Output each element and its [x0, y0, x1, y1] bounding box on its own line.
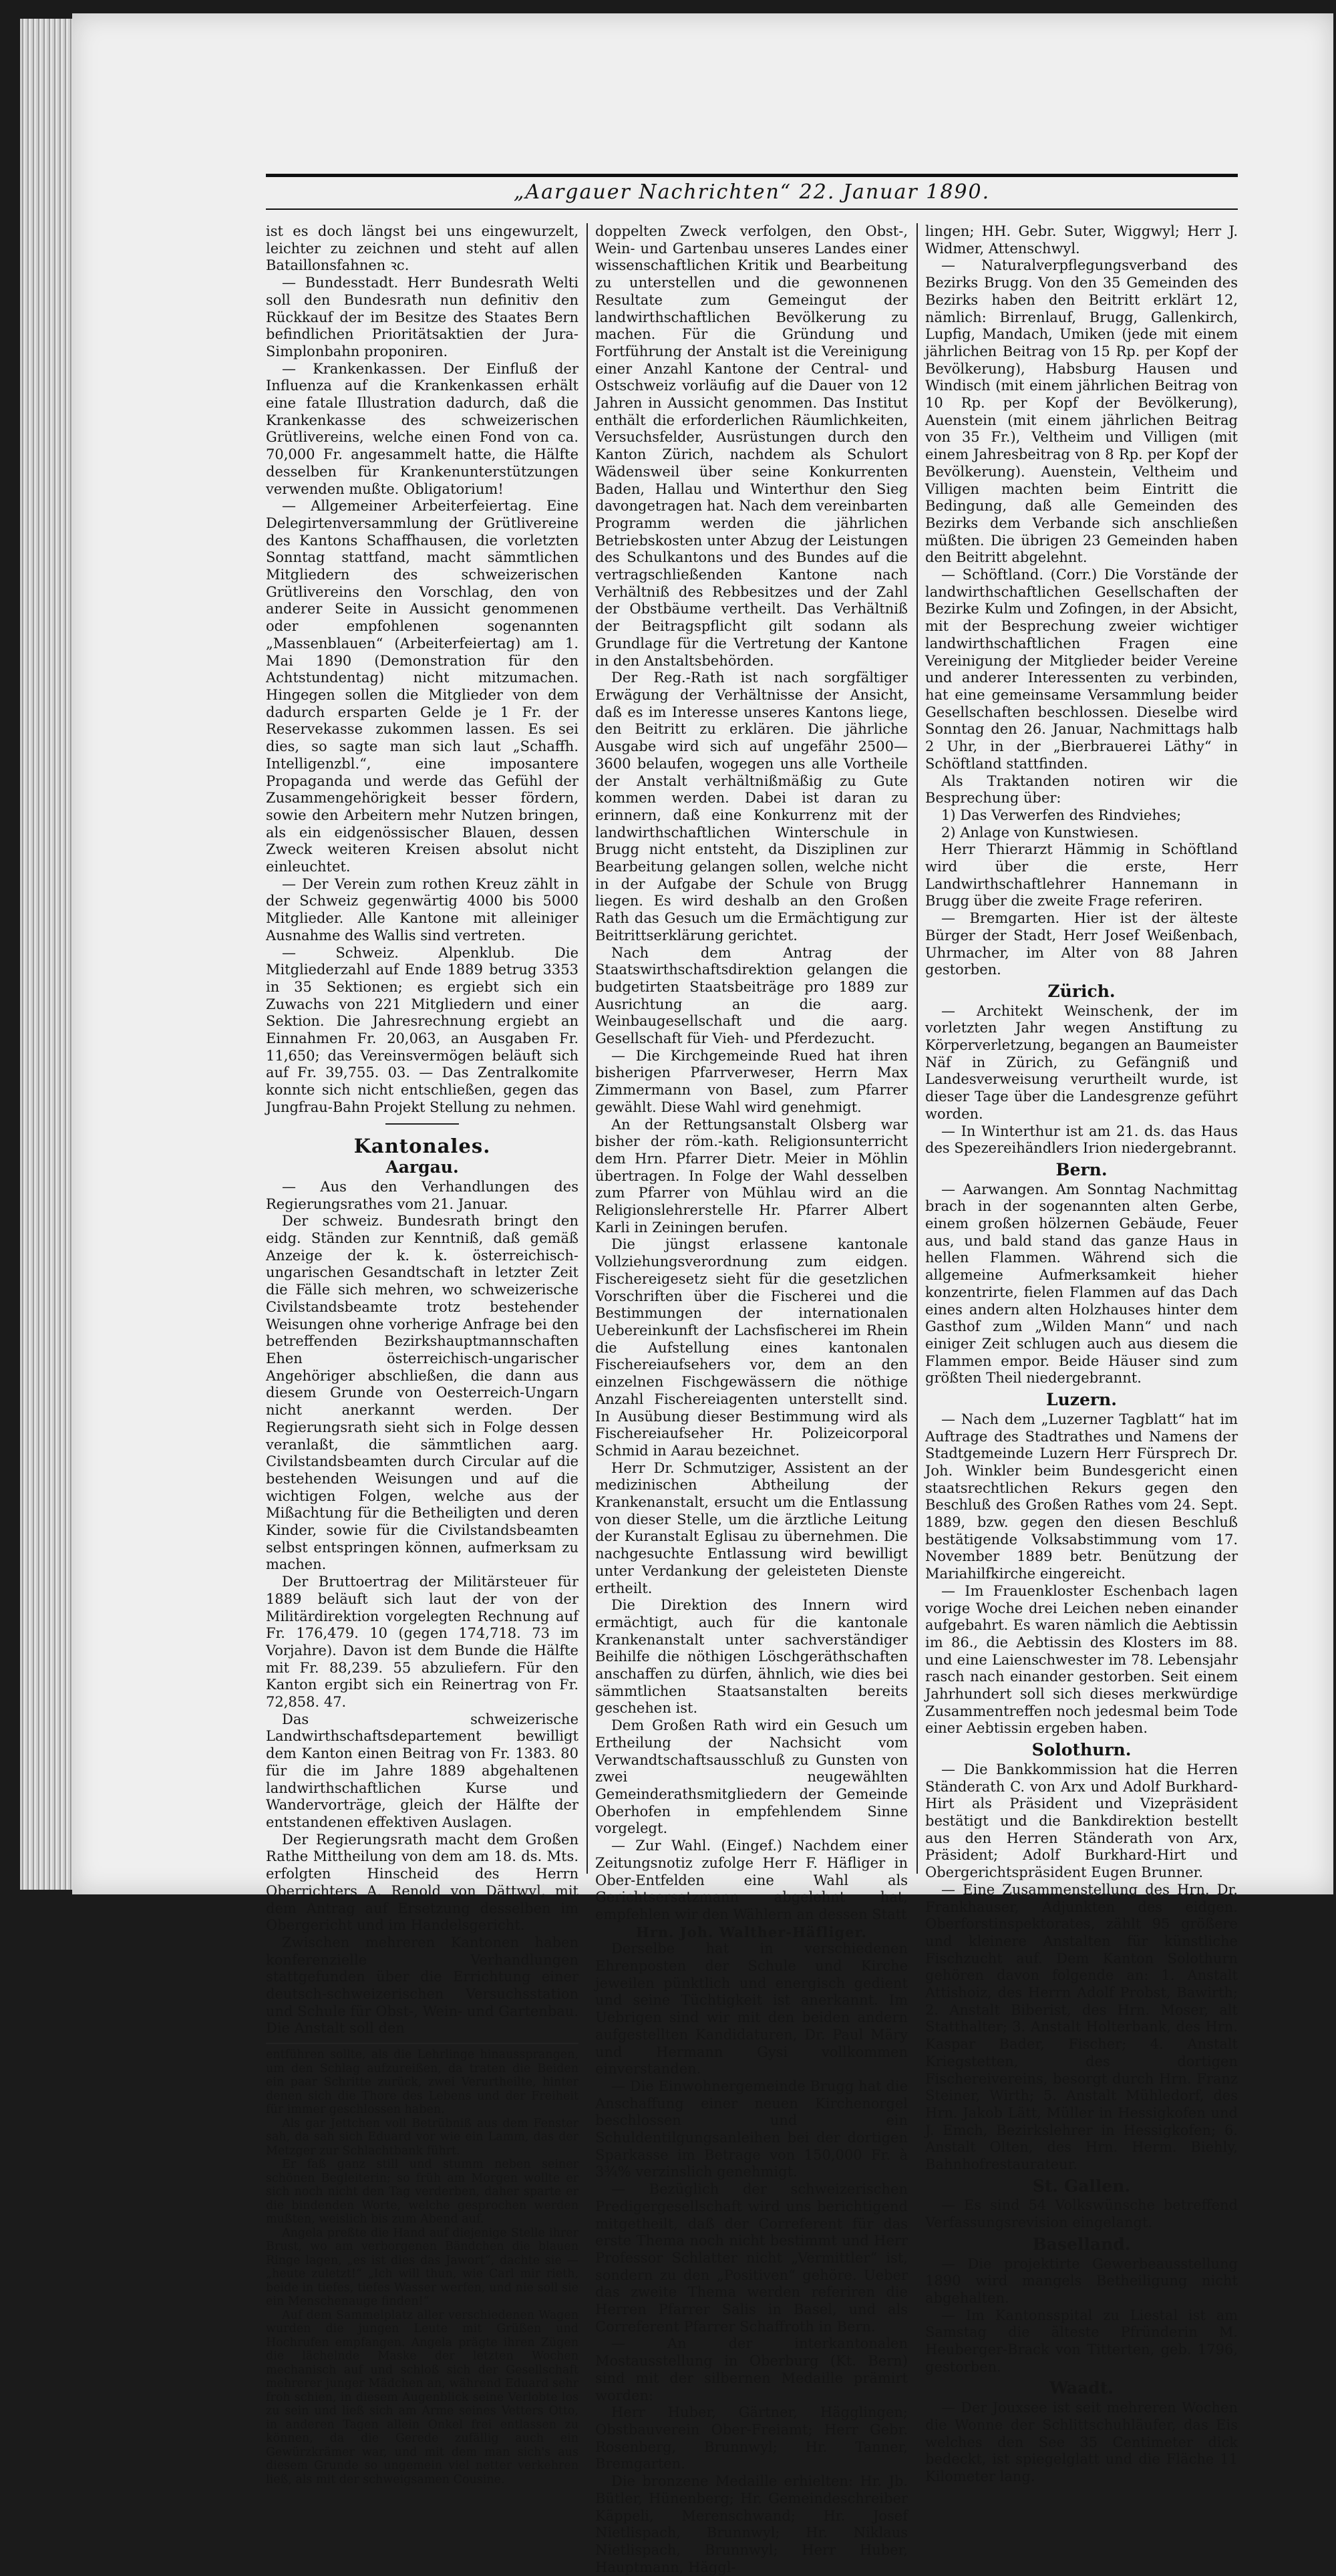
feuilleton-paragraph: Angela preßte die Hand auf diejenige Stelle ihrer Brust, wo am verborgenen Bändchen die blauen Ringe lagen, „es ist dies das Jawort“, dachte sie — „heute zuletzt!“ „Ich will thun, wie Carl mir rieth, beide in tiefes, tiefes Wasser werfen, und nie soll sie ein Menschenauge finden!“: [266, 2226, 578, 2309]
paragraph: Herr Huber, Gärtner, Hägglingen; Obstbauverein Ober-Freiamt; Herr Gebr. Rosenberg, Brunnwyl; Hr. Tanner, Bremgarten.: [595, 2404, 908, 2472]
paragraph: Derselbe hat in verschiedenen Ehrenposten der Schule und Kirche jeweilen pünktlich und energisch gedient und seine Tüchtigkeit ist anerkannt. Im Uebrigen sind wir mit den beiden andern aufgestellten Kandidaturen, Dr. Paul Märy und Hermann Gysi vollkommen einverstanden.: [595, 1941, 908, 2078]
feuilleton-paragraph: Auf dem Sammelplatz aller verschiedenen Wagen wurden die jungen Leute mit Grüßen und Hochrufen empfangen. Angela prägte ihren Zügen die lächelnde Maske der letzten Wochen mechanisch auf und schloß sich der Gesellschaft mehrerer junger Mädchen an, während Eduard sehr froh schien, in diesem Augenblick seine Verlobte los zu sein und ließ sich am Arme seines Vetters Otto, in anderen Tagen allein Onkel frei entlassen zu können, da die Gerede zufällig auch ein Gewürzkrämer war, und mit dem man sich's aus diesem Grunde so ungemein viel netter verkehren ließ, als mit der schweigsamen Cousine.: [266, 2308, 578, 2486]
paragraph: — Aus den Verhandlungen des Regierungsrathes vom 21. Januar.: [266, 1178, 578, 1212]
column-divider: [916, 223, 918, 1874]
paragraph: — Bezüglich der schweizerischen Predigergesellschaft wird uns berichtigend mitgetheilt, daß der Correferent für das erste Thema noch nicht bestimmt und Herr Professor Schlatter nicht „Vermittler“ ist, sondern zu den „Positiven“ gehöre. Ueber das zweite Thema werden referiren die Herren Pfarrer Salis in Basel, und als Correferent Pfarrer Schaffroth in Bern.: [595, 2181, 908, 2335]
paragraph: Der Bruttoertrag der Militärsteuer für 1889 beläuft sich laut der von der Militärdirektion vorgelegten Rechnung auf Fr. 176,479. 10 (gegen 174,718. 73 im Vorjahre). Davon ist dem Bunde die Hälfte mit Fr. 88,239. 55 abzuliefern. Für den Kanton ergibt sich ein Reinertrag von Fr. 72,858. 47.: [266, 1574, 578, 1711]
running-head: „Aargauer Nachrichten“ 22. Januar 1890.: [513, 180, 991, 204]
paragraph: — Naturalverpflegungsverband des Bezirks Brugg. Von den 35 Gemeinden des Bezirks haben den Beitritt erklärt 12, nämlich: Birrenlauf, Brugg, Gallenkirch, Lupfig, Mandach, Umiken (jede mit einem jährlichen Beitrag von 15 Rp. per Kopf der Bevölkerung), Habsburg Hausen und Windisch (mit einem jährlichen Beitrag von 10 Rp. per Kopf der Bevölkerung), Auenstein (mit einem jährlichen Beitrag von 35 Fr.), Veltheim und Villigen (mit einem Jahresbeitrag von 8 Rp. per Kopf der Bevölkerung). Auenstein, Veltheim und Villigen machten beim Eintritt die Bedingung, daß alle Gemeinden des Bezirks dem Verbande sich anschließen müßten. Die übrigen 23 Gemeinden haben den Beitritt abgelehnt.: [925, 257, 1238, 566]
paragraph: — Im Kantonsspital zu Liestal ist am Samstag die älteste Pfründerin M. Heuberger-Brack von Titterten, geb. 1796, gestorben.: [925, 2307, 1238, 2375]
subheading-zuerich: Zürich.: [1047, 981, 1116, 1001]
paragraph: lingen; HH. Gebr. Suter, Wiggwyl; Herr J. Widmer, Attenschwyl.: [925, 223, 1238, 257]
section-heading-kantonales: Kantonales.: [353, 1134, 491, 1157]
paragraph: — Die Bankkommission hat die Herren Ständerath C. von Arx und Adolf Burkhard-Hirt als Präsident und Vizepräsident bestätigt und die Bankdirektion bestellt aus den Herren Ständerath von Arx, Präsident; Adolf Burkhard-Hirt und Obergerichtspräsident Eugen Brunner.: [925, 1761, 1238, 1881]
subheading-bern: Bern.: [1055, 1159, 1108, 1179]
paragraph: — Im Frauenkloster Eschenbach lagen vorige Woche drei Leichen neben einander aufgebahrt. Es waren nämlich die Aebtissin im 86., die Aebtissin des Klosters im 88. und eine Laienschwester im 78. Lebensjahr rasch nach einander gestorben. Seit einem Jahrhundert soll sich dieses merkwürdige Zusammentreffen noch jedesmal beim Tode einer Aebtissin ergeben haben.: [925, 1582, 1238, 1737]
feuilleton-paragraph: Als gar Jettchen voll Betrübniß aus dem Fenster sah, da sah sich Eduard vor wie ein Lamm, das der Metzger zur Schlachtbank führt.: [266, 2116, 578, 2158]
paragraph: — An der interkantonalen Mostausstellung in Oberburg (Kt. Bern) sind mit der silbernen Medaille prämirt worden:: [595, 2335, 908, 2404]
subheading-luzern: Luzern.: [1046, 1390, 1117, 1410]
subheading-solothurn: Solothurn.: [1031, 1740, 1132, 1760]
paragraph: Die Direktion des Innern wird ermächtigt, auch für die kantonale Krankenanstalt unter sachverständiger Beihilfe die nöthigen Löschgeräthschaften anschaffen zu dürfen, ähnlich, wie dies bei sämmtlichen Staatsanstalten bereits geschehen ist.: [595, 1597, 908, 1717]
column-2: [595, 223, 908, 2575]
paragraph: Der Regierungsrath macht dem Großen Rathe Mittheilung von dem am 18. ds. Mts. erfolgten Hinscheid des Herrn Oberrichters A. Renold von Dättwyl, mit dem Antrag auf Ersetzung desselben im Obergericht und im Handelsgericht.: [266, 1831, 578, 1934]
header-rule-top: [266, 174, 1238, 177]
column-3: [925, 223, 1238, 2484]
subheading-waadt: Waadt.: [1049, 2378, 1114, 2398]
newspaper-page: [72, 13, 1333, 2575]
subheading-baselland: Baselland.: [1032, 2234, 1131, 2254]
paragraph: Die jüngst erlassene kantonale Vollziehungsverordnung zum eidgen. Fischereigesetz sieht für die gesetzlichen Vorschriften über die Fischerei und die Bestimmungen der internationalen Uebereinkunft der Lachsfischerei im Rhein die Aufstellung eines kantonalen Fischereiaufsehers vor, dem an den einzelnen Fischgewässern die nöthige Anzahl Fischereiagenten unterstellt sind. In Ausübung dieser Bestimmung wird als Fischereiaufseher Hr. Polizeicorporal Schmid in Aarau bezeichnet.: [595, 1236, 908, 1459]
candidate-name: Hrn. Joh. Walther-Häfliger.: [635, 1923, 867, 1941]
paragraph: Als Traktanden notiren wir die Besprechung über:: [925, 772, 1238, 807]
paragraph: — Die Einwohnergemeinde Brugg hat die Anschaffung einer neuen Kirchenorgel beschlossen und ein Schuldentilgungsanleihen bei der dortigen Sparkasse im Betrage von 150,000 Fr. à 3¾% verzinslich genehmigt.: [595, 2078, 908, 2180]
paragraph: — Krankenkassen. Der Einfluß der Influenza auf die Krankenkassen erhält eine fatale Illustration dadurch, daß die Krankenkasse des schweizerischen Grütlivereins, welche einen Fond von ca. 70,000 Fr. angesammelt hatte, die Hälfte desselben für Krankenunterstützungen verwenden mußte. Obligatorium!: [266, 360, 578, 497]
paragraph: — Allgemeiner Arbeiterfeiertag. Eine Delegirtenversammlung der Grütlivereine des Kantons Schaffhausen, die vorletzten Sonntag stattfand, macht sämmtlichen Mitgliedern des schweizerischen Grütlivereins den Vorschlag, den von anderer Seite in Aussicht genommenen oder empfohlenen sogenannten „Massenblauen“ (Arbeiterfeiertag) am 1. Mai 1890 (Demonstration für den Achtstundentag) nicht mitzumachen. Hingegen sollen die Mitglieder von dem dadurch ersparten Gelde je 1 Fr. der Reservekasse zukommen lassen. Es sei dies, so sagte man sich laut „Schaffh. Intelligenzbl.“, eine imposantere Propaganda und werde das Gefühl der Zusammengehörigkeit besser fördern, sowie den Arbeitern mehr Nutzen bringen, als ein eidgenössischer Blauen, dessen Zweck weiteren Kreisen absolut nicht einleuchtet.: [266, 498, 578, 875]
paragraph: — Bremgarten. Hier ist der älteste Bürger der Stadt, Herr Josef Weißenbach, Uhrmacher, im Alter von 88 Jahren gestorben.: [925, 910, 1238, 978]
feuilleton-paragraph: entführen sollte, als die Lehrlinge hinaussprangen, um den Schlag aufzureißen, da traten die Beiden ein paar Schritte zurück, zwei Verurtheilte, hinter denen sich die Thore des Lebens und der Freiheit für immer geschlossen haben.: [266, 2048, 578, 2117]
paragraph: — Die Kirchgemeinde Rued hat ihren bisherigen Pfarrverweser, Herrn Max Zimmermann von Basel, zum Pfarrer gewählt. Diese Wahl wird genehmigt.: [595, 1047, 908, 1115]
subheading-st-gallen: St. Gallen.: [1032, 2176, 1131, 2196]
list-item: 1) Das Verwerfen des Rindviehes;: [941, 807, 1182, 823]
paragraph: Dem Großen Rath wird ein Gesuch um Ertheilung der Nachsicht vom Verwandtschaftsausschluß zu Gunsten von zwei neugewählten Gemeinderathsmitgliedern der Gemeinde Oberhofen in empfehlendem Sinne vorgelegt.: [595, 1717, 908, 1837]
paragraph: — In Winterthur ist am 21. ds. das Haus des Spezereihändlers Irion niedergebrannt.: [925, 1123, 1238, 1157]
paragraph: — Architekt Weinschenk, der im vorletzten Jahr wegen Anstiftung zu Körperverletzung, begangen an Baumeister Näf in Zürich, zu Gefängniß und Landesverweisung verurtheilt wurde, ist dieser Tage über die Landesgrenze geführt worden.: [925, 1002, 1238, 1122]
column-divider: [587, 223, 588, 1874]
paragraph: Herr Dr. Schmutziger, Assistent an der medizinischen Abtheilung der Krankenanstalt, ersucht um die Entlassung von dieser Stelle, um die ärztliche Leitung der Kuranstalt Eglisau zu übernehmen. Die nachgesuchte Entlassung wird bewilligt unter Verdankung der geleisteten Dienste ertheilt.: [595, 1459, 908, 1596]
header-rule-bottom: [266, 208, 1238, 210]
subheading-aargau: Aargau.: [385, 1157, 459, 1177]
feuilleton-divider: [266, 2043, 578, 2044]
paragraph: Das schweizerische Landwirthschaftsdepartement bewilligt dem Kanton einen Beitrag von Fr. 1383. 80 für die im Jahre 1889 abgehaltenen landwirthschaftlichen Kurse und Wandervorträge, gleich der Hälfte der entstandenen effektiven Auslagen.: [266, 1711, 578, 1830]
paragraph: — Schweiz. Alpenklub. Die Mitgliederzahl auf Ende 1889 betrug 3353 in 35 Sektionen; es ergiebt sich ein Zuwachs von 221 Mitgliedern und einer Sektion. Die Jahresrechnung ergiebt an Einnahmen Fr. 20,063, an Ausgaben Fr. 11,650; das Vereinsvermögen beläuft sich auf Fr. 39,755. 03. — Das Zentralkomite konnte sich nicht entschließen, gegen das Jungfrau-Bahn Projekt Stellung zu nehmen.: [266, 944, 578, 1115]
paragraph: doppelten Zweck verfolgen, den Obst-, Wein- und Gartenbau unseres Landes einer wissenschaftlichen Kritik und Bearbeitung zu unterstellen und die gewonnenen Resultate zum Gemeingut der landwirthschaftlichen Bevölkerung zu machen. Für die Gründung und Fortführung der Anstalt ist die Vereinigung einer Anzahl Kantone der Central- und Ostschweiz vorläufig auf die Dauer von 12 Jahren in Aussicht genommen. Das Institut enthält die erforderlichen Räumlichkeiten, Versuchsfelder, Ausrüstungen durch den Kanton Zürich, nachdem als Schulort Wädensweil über seine Konkurrenten Baden, Hallau und Winterthur den Sieg davongetragen hat. Nach dem vereinbarten Programm werden die jährlichen Betriebskosten unter Abzug der Leistungen des Schulkantons und des Bundes auf die vertragschließenden Kantone nach Verhältniß des Rebbesitzes und der Zahl der Obstbäume vertheilt. Das Verhältniß der Beitragspflicht gilt sodann als Grundlage für die Vertretung der Kantone in den Anstaltsbehörden.: [595, 223, 908, 669]
paragraph: — Schöftland. (Corr.) Die Vorstände der landwirthschaftlichen Gesellschaften der Bezirke Kulm und Zofingen, in der Absicht, mit der Besprechung zweier wichtiger landwirthschaftlichen Fragen eine Vereinigung der Mitglieder beider Vereine und anderer Interessenten zu verbinden, hat eine gemeinsame Versammlung beider Gesellschaften beschlossen. Dieselbe wird Sonntag den 26. Januar, Nachmittags halb 2 Uhr, in der „Bierbrauerei Läthy“ in Schöftland stattfinden.: [925, 567, 1238, 772]
paragraph: — Aarwangen. Am Sonntag Nachmittag brach in der sogenannten alten Gerbe, einem großen hölzernen Gebäude, Feuer aus, und bald stand das ganze Haus in hellen Flammen. Während sich die allgemeine Aufmerksamkeit hieher konzentrirte, fielen Flammen auf das Dach eines andern alten Holzhauses hinter dem Gasthof zum „Wilden Mann“ und nach einiger Zeit schlugen auch aus diesem die Flammen empor. Beide Häuser sind zum größten Theil niedergebrannt.: [925, 1181, 1238, 1387]
page-content: [266, 174, 1238, 2575]
paragraph: — Der Verein zum rothen Kreuz zählt in der Schweiz gegenwärtig 4000 bis 5000 Mitglieder. Alle Kantone mit alleiniger Ausnahme des Wallis sind vertreten.: [266, 875, 578, 944]
section-divider: [385, 1123, 459, 1125]
paragraph: Der Reg.-Rath ist nach sorgfältiger Erwägung der Verhältnisse der Ansicht, daß es im Interesse unseres Kantons liege, den Beitritt zu erklären. Die jährliche Ausgabe wird sich auf ungefähr 2500—3600 belaufen, wogegen uns alle Vortheile der Anstalt verhältnißmäßig zu Gute kommen werden. Dabei ist daran zu erinnern, daß eine Konkurrenz mit der landwirthschaftlichen Winterschule in Brugg nicht entsteht, da Disziplinen zur Bearbeitung gelangen sollen, welche nicht in der Aufgabe der Schule von Brugg liegen. Es wird deshalb an den Großen Rath das Gesuch um die Ermächtigung zur Beitrittserklärung gerichtet.: [595, 670, 908, 944]
paragraph: Zwischen mehreren Kantonen haben konferenzielle Verhandlungen stattgefunden über die Errichtung einer deutsch-schweizerischen Versuchsstation und Schule für Obst-, Wein- und Gartenbau. Die Anstalt soll den: [266, 1934, 578, 2037]
paragraph: Nach dem Antrag der Staatswirthschaftsdirektion gelangen die budgetirten Staatsbeiträge pro 1889 zur Ausrichtung an die aarg. Weinbaugesellschaft und die aarg. Gesellschaft für Vieh- und Pferdezucht.: [595, 944, 908, 1047]
paragraph: — Der Jouxsee ist seit mehreren Wochen die Wonne der Schlittschuhläufer, das Eis welches den See 35 Centimeter dick bedeckt, ist spiegelglatt und die Fläche 11 Kilometer lang.: [925, 2400, 1238, 2484]
paragraph: An der Rettungsanstalt Olsberg war bisher der röm.-kath. Religionsunterricht dem Hrn. Pfarrer Dietr. Meier in Möhlin übertragen. In Folge der Wahl desselben zum Pfarrer von Mühlau wird an die Religionslehrerstelle Hr. Pfarrer Albert Karli in Zeiningen berufen.: [595, 1116, 908, 1236]
paragraph: — Zur Wahl. (Eingef.) Nachdem einer Zeitungsnotiz zufolge Herr F. Häfliger in Ober-Entfelden eine Wahl als Gerichtsersatzmann abgelehnt hat, empfehlen wir den Wählern an dessen Statt: [595, 1838, 908, 1922]
list-item: 2) Anlage von Kunstwiesen.: [941, 824, 1139, 841]
feuilleton-paragraph: Er faß ganz still und stumm neben seiner schönen Begleiterin; so früh am Morgen wollte er sich noch nicht den Tag verderben, daher sparte er die bindenden Worte, welche gesprochen werden mußten, weislich bis zum Abend auf.: [266, 2158, 578, 2227]
paragraph: ist es doch längst bei uns eingewurzelt, leichter zu zeichnen und steht auf allen Bataillonsfahnen ꝛc.: [266, 223, 578, 274]
paragraph: Die bronzene Medaille erhielten: Hr. Jb. Bütler, Hünenberg; Hr. Gemeindeschreiber Käppeli, Merenschwand; Hr. Josef Nietlispach, Brunnwyl; Hr. Niklaus Nietlispach, Brunnwyl; Herr Huber, Hauptmann, Häggl-: [595, 2473, 908, 2575]
paragraph: — Die projektirte Gewerbeausstellung 1890 wird mangels Betheiligung nicht abgehalten.: [925, 2255, 1238, 2306]
paragraph: — Nach dem „Luzerner Tagblatt“ hat im Auftrage des Stadtrathes und Namens der Stadtgemeinde Luzern Herr Fürsprech Dr. Joh. Winkler beim Bundesgericht einen staatsrechtlichen Rekurs gegen den Beschluß des Großen Rathes vom 24. Sept. 1889, bzw. gegen den diesen Beschluß bestätigende Volksabstimmung vom 17. November 1889 betr. Benützung der Mariahilfkirche eingereicht.: [925, 1411, 1238, 1582]
paragraph: Der schweiz. Bundesrath bringt den eidg. Ständen zur Kenntniß, daß gemäß Anzeige der k. k. österreichisch-ungarischen Gesandtschaft in letzter Zeit die Fälle sich mehren, wo schweizerische Civilstandsbeamte trotz bestehender Weisungen ohne vorherige Anfrage bei den betreffenden Bezirkshauptmannschaften Ehen österreichisch-ungarischer Angehöriger abschließen, die dann aus diesem Grunde von Oesterreich-Ungarn nicht anerkannt werden. Der Regierungsrath sieht sich in Folge dessen veranlaßt, die sämmtlichen aarg. Civilstandsbeamten durch Circular auf die bestehenden Weisungen und auf die wichtigen Folgen, welche aus der Mißachtung für die Betheiligten und deren Kinder, sowie für die Civilstandsbeamten selbst entspringen können, aufmerksam zu machen.: [266, 1213, 578, 1573]
paragraph: Herr Thierarzt Hämmig in Schöftland wird über die erste, Herr Landwirthschaftlehrer Hannemann in Brugg über die zweite Frage referiren.: [925, 841, 1238, 909]
paragraph: — Bundesstadt. Herr Bundesrath Welti soll den Bundesrath nun definitiv den Rückkauf der im Besitze des Staates Bern befindlichen Prioritätsaktien der Jura-Simplonbahn proponiren.: [266, 275, 578, 360]
paragraph: — Eine Zusammenstellung des Hrn. Dr. Frankhauser, Adjunkten des eidgen. Oberforstinspektorates, zählt 95 größere und kleinere Anstalten für künstliche Fischzucht auf. Dem Kanton Solothurn gehören davon folgende an: 1. Anstalt Attishoiz, des Herrn Adolf Probst, Bawirth; 2. Anstalt Biberist, des Hrn. Moser, alt Statthalter; 3. Anstalt Holterbank, des Hrn. Kaspar Bader, Fischer; 4. Anstalt Kriegstetten, des dortigen Fischereivereins, besorgt durch Hrn. Franz Steiner, Wirth; 5. Anstalt Mühledorf, des Hrn. Jakob Lätt, Müller in Hessigkofen und J. Emch, Bezirkslehrer in Hessigkofen; 6. Anstalt Olten, des Hrn. Herm. Biehly, Bahnhofrestaurateur.: [925, 1881, 1238, 2173]
column-1: [266, 223, 578, 2486]
paragraph: — Es sind 54 Volkswünsche betreffend Verfassungsrevision eingelangt.: [925, 2197, 1238, 2231]
